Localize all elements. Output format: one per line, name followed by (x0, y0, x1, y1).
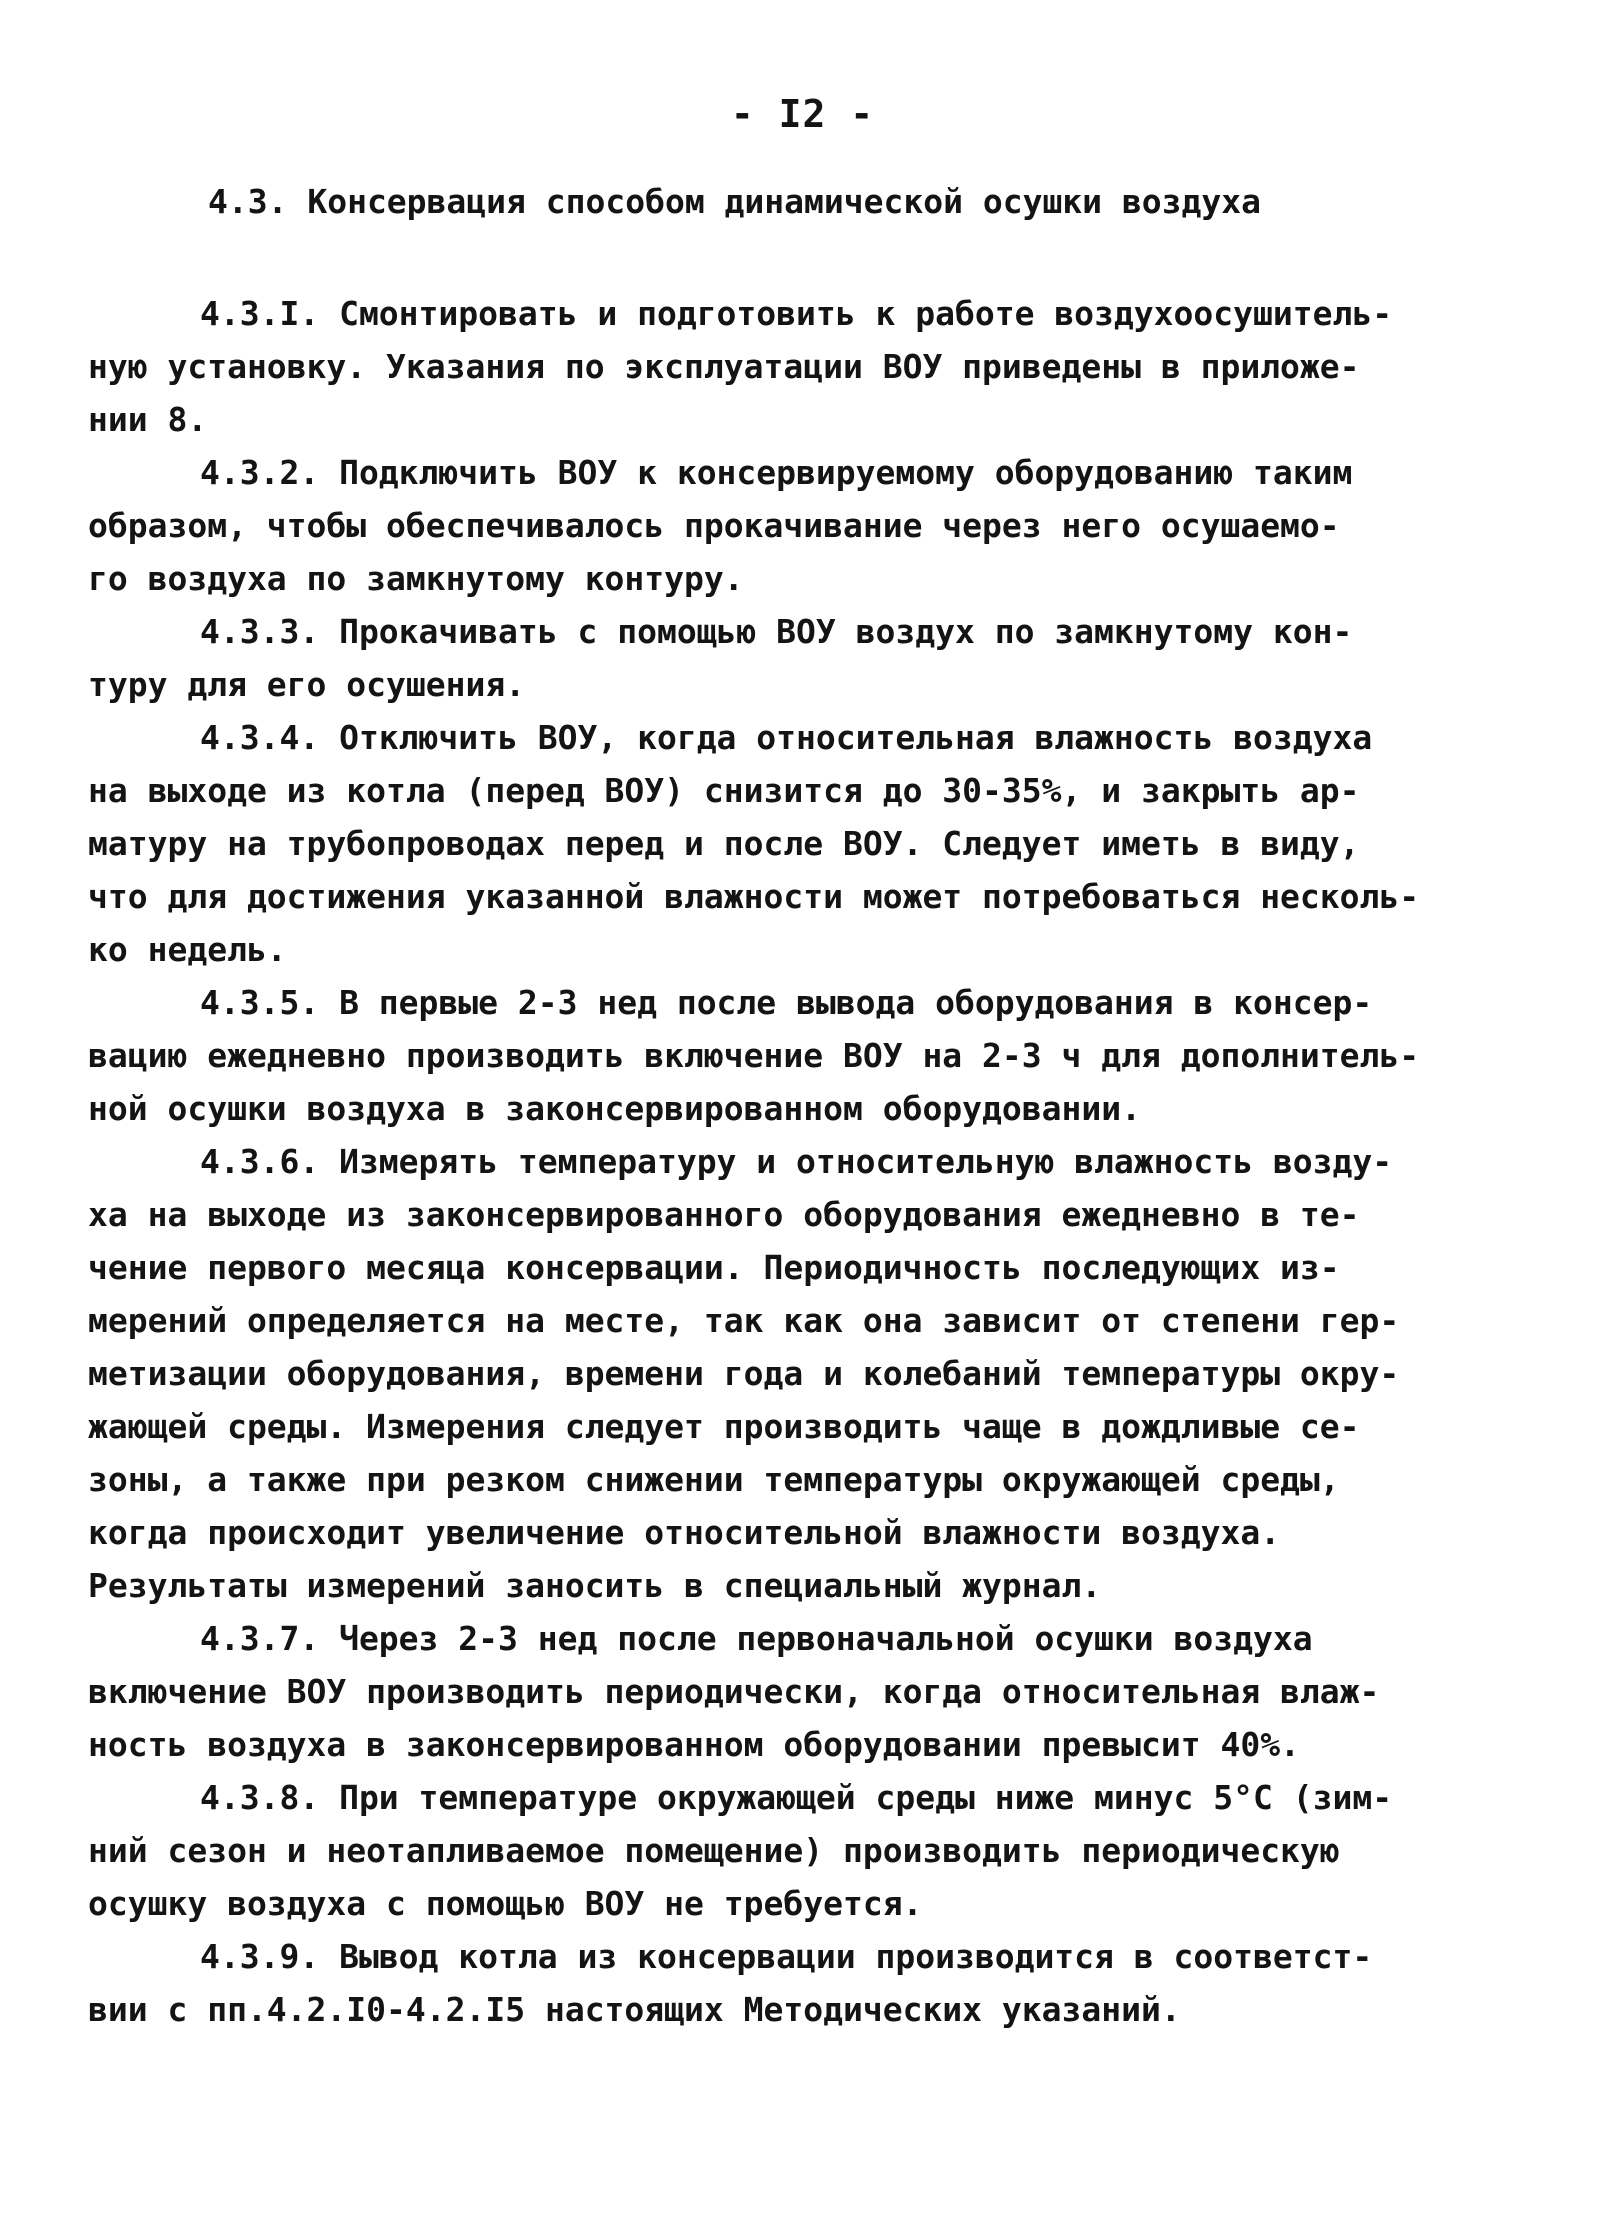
text-line: 4.3.I. Смонтировать и подготовить к работе воздухоосушитель- (200, 294, 1393, 333)
text-line: ной осушки воздуха в законсервированном оборудовании. (88, 1089, 1141, 1128)
text-line: ний сезон и неотапливаемое помещение) производить периодическую (88, 1831, 1340, 1870)
text-line: жающей среды. Измерения следует производить чаще в дождливые се- (88, 1407, 1360, 1446)
text-line: 4.3.3. Прокачивать с помощью ВОУ воздух по замкнутому кон- (200, 612, 1353, 651)
text-line: 4.3.5. В первые 2-3 нед после вывода оборудования в консер- (200, 983, 1373, 1022)
text-line: 4.3.4. Отключить ВОУ, когда относительная влажность воздуха (200, 718, 1373, 757)
text-line: туру для его осушения. (88, 665, 526, 704)
body-text (88, 287, 1508, 2036)
paragraph-4-3-5 (88, 976, 1508, 1135)
paragraph-4-3-1 (88, 287, 1508, 446)
text-line: включение ВОУ производить периодически, когда относительная влаж- (88, 1672, 1380, 1711)
paragraph-4-3-2 (88, 446, 1508, 605)
page-number: - I2 - (730, 92, 875, 136)
paragraph-4-3-6 (88, 1135, 1508, 1612)
text-line: 4.3.6. Измерять температуру и относительную влажность возду- (200, 1142, 1393, 1181)
text-line: 4.3.7. Через 2-3 нед после первоначальной осушки воздуха (200, 1619, 1313, 1658)
paragraph-4-3-9 (88, 1930, 1508, 2036)
text-line: ха на выходе из законсервированного оборудования ежедневно в те- (88, 1195, 1360, 1234)
section-title: 4.3. Консервация способом динамической осушки воздуха (208, 182, 1261, 221)
text-line: 4.3.9. Вывод котла из консервации производится в соответст- (200, 1937, 1373, 1976)
text-line: ную установку. Указания по эксплуатации ВОУ приведены в приложе- (88, 347, 1360, 386)
text-line: на выходе из котла (перед ВОУ) снизится до 30-35%, и закрыть ар- (88, 771, 1360, 810)
text-line: нии 8. (88, 400, 208, 439)
text-line: что для достижения указанной влажности может потребоваться несколь- (88, 877, 1420, 916)
text-line: метизации оборудования, времени года и колебаний температуры окру- (88, 1354, 1400, 1393)
text-line: осушку воздуха с помощью ВОУ не требуется. (88, 1884, 923, 1923)
text-line: 4.3.2. Подключить ВОУ к консервируемому оборудованию таким (200, 453, 1353, 492)
text-line: 4.3.8. При температуре окружающей среды ниже минус 5°С (зим- (200, 1778, 1393, 1817)
paragraph-4-3-8 (88, 1771, 1508, 1930)
text-line: мерений определяется на месте, так как она зависит от степени гер- (88, 1301, 1400, 1340)
paragraph-4-3-7 (88, 1612, 1508, 1771)
text-line: вии с пп.4.2.I0-4.2.I5 настоящих Методических указаний. (88, 1990, 1181, 2029)
text-line: образом, чтобы обеспечивалось прокачивание через него осушаемо- (88, 506, 1340, 545)
text-line: ко недель. (88, 930, 287, 969)
text-line: матуру на трубопроводах перед и после ВОУ. Следует иметь в виду, (88, 824, 1360, 863)
text-line: ность воздуха в законсервированном оборудовании превысит 40%. (88, 1725, 1300, 1764)
text-line: го воздуха по замкнутому контуру. (88, 559, 744, 598)
text-line: зоны, а также при резком снижении температуры окружающей среды, (88, 1460, 1340, 1499)
paragraph-4-3-4 (88, 711, 1508, 976)
text-line: вацию ежедневно производить включение ВОУ на 2-3 ч для дополнитель- (88, 1036, 1420, 1075)
text-line: чение первого месяца консервации. Периодичность последующих из- (88, 1248, 1340, 1287)
text-line: Результаты измерений заносить в специальный журнал. (88, 1566, 1102, 1605)
paragraph-4-3-3 (88, 605, 1508, 711)
text-line: когда происходит увеличение относительной влажности воздуха. (88, 1513, 1281, 1552)
